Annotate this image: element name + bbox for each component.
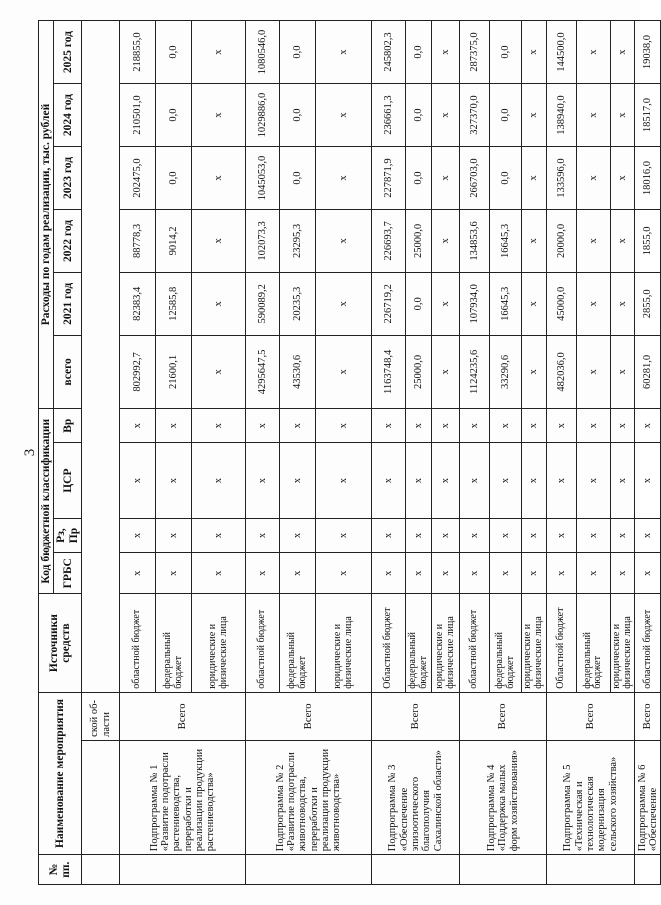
cell-source: областной бюджет [460, 594, 490, 692]
cell-subprogram-name: Подпрограмма № 4 «Поддержка малых форм хозяйствования» [460, 740, 547, 854]
cell-y2023: 1045053,0 [246, 147, 280, 210]
cell-csr: х [460, 443, 490, 519]
cell-empty [460, 855, 547, 885]
header-row-1 [39, 21, 54, 885]
cell-rzpr: х [372, 518, 406, 552]
cell-empty [82, 855, 120, 885]
cell-y2024: 236661,3 [372, 84, 406, 147]
header-name: Наименование мероприятия [39, 692, 82, 854]
cell-y2025: 0,0 [280, 21, 316, 84]
header-budget-code: Код бюджетной классификации [39, 409, 54, 594]
cell-total: 4295647,5 [246, 335, 280, 408]
header-total: всего [54, 335, 82, 408]
cell-vr: х [316, 409, 372, 443]
cell-empty [120, 855, 246, 885]
cell-total-label: Всего [546, 692, 635, 740]
cell-total: 43530,6 [280, 335, 316, 408]
cell-total-label: Всего [246, 692, 372, 740]
cell-vr: х [120, 409, 156, 443]
cell-subprogram-name: Подпрограмма № 3 «Обеспечение эпизоотического благополучия Сахалинской области» [372, 740, 460, 854]
cell-y2023: 227871,9 [372, 147, 406, 210]
cell-carryover: ской об-ласти [82, 692, 120, 740]
cell-y2021: 20235,3 [280, 272, 316, 335]
cell-y2024: х [316, 84, 372, 147]
cell-y2021: 590089,2 [246, 272, 280, 335]
cell-total: х [432, 335, 460, 408]
cell-vr: х [156, 409, 192, 443]
cell-y2025: 0,0 [406, 21, 432, 84]
cell-vr: х [610, 409, 635, 443]
cell-source: юридические и физические лица [316, 594, 372, 692]
header-no: № пп. [39, 855, 82, 885]
cell-total-label: Всего [635, 692, 661, 740]
cell-y2025: х [432, 21, 460, 84]
cell-csr: х [635, 443, 661, 519]
cell-y2024: х [576, 84, 610, 147]
table-row [635, 21, 661, 885]
cell-total: 25000,0 [406, 335, 432, 408]
cell-y2023: 0,0 [406, 147, 432, 210]
cell-source: федеральный бюджет [406, 594, 432, 692]
cell-rzpr: х [406, 518, 432, 552]
cell-rzpr: х [610, 518, 635, 552]
cell-y2023: х [192, 147, 246, 210]
cell-y2025: х [522, 21, 547, 84]
cell-y2022: 88778,3 [120, 209, 156, 272]
cell-y2022: 25000,0 [406, 209, 432, 272]
cell-y2021: х [522, 272, 547, 335]
cell-empty [372, 855, 460, 885]
cell-total-label: Всего [460, 692, 547, 740]
cell-csr: х [490, 443, 522, 519]
header-grbs: ГРБС [54, 553, 82, 594]
cell-y2024: 0,0 [280, 84, 316, 147]
header-expenses: Расходы по годам реализации, тыс. рублей [39, 21, 54, 409]
cell-source: юридические и физические лица [192, 594, 246, 692]
cell-y2021: 45000,0 [546, 272, 576, 335]
cell-vr: х [522, 409, 547, 443]
cell-total: х [576, 335, 610, 408]
cell-y2022: 1855,0 [635, 209, 661, 272]
header-csr: ЦСР [54, 443, 82, 519]
cell-empty [546, 855, 635, 885]
cell-source: федеральный бюджет [156, 594, 192, 692]
cell-empty [82, 740, 120, 854]
cell-y2024: х [610, 84, 635, 147]
cell-rzpr: х [246, 518, 280, 552]
cell-total: 1163748,4 [372, 335, 406, 408]
cell-y2023: х [522, 147, 547, 210]
cell-csr: х [432, 443, 460, 519]
cell-empty [82, 21, 120, 693]
cell-y2025: 0,0 [490, 21, 522, 84]
cell-y2024: 138940,0 [546, 84, 576, 147]
cell-grbs: х [120, 553, 156, 594]
program-rows [120, 21, 661, 885]
cell-rzpr: х [546, 518, 576, 552]
cell-total: х [316, 335, 372, 408]
cell-y2022: 226693,7 [372, 209, 406, 272]
page-number: 3 [22, 448, 38, 457]
cell-source: Областной бюджет [546, 594, 576, 692]
cell-csr: х [610, 443, 635, 519]
cell-y2022: 20000,0 [546, 209, 576, 272]
cell-csr: х [120, 443, 156, 519]
cell-y2021: 12585,8 [156, 272, 192, 335]
cell-subprogram-name: Подпрограмма № 2 «Развитие подотрасли животноводства, переработки и реализации продукции животноводства» [246, 740, 372, 854]
cell-source: федеральный бюджет [490, 594, 522, 692]
cell-total: 482036,0 [546, 335, 576, 408]
cell-y2023: 266703,0 [460, 147, 490, 210]
cell-vr: х [635, 409, 661, 443]
cell-y2021: 82383,4 [120, 272, 156, 335]
cell-y2023: х [316, 147, 372, 210]
cell-y2021: х [316, 272, 372, 335]
cell-vr: х [576, 409, 610, 443]
cell-y2025: 287375,0 [460, 21, 490, 84]
cell-rzpr: х [120, 518, 156, 552]
cell-empty [635, 855, 661, 885]
cell-total: х [610, 335, 635, 408]
cell-vr: х [372, 409, 406, 443]
header-y2023: 2023 год [54, 147, 82, 210]
cell-source: юридические и физические лица [610, 594, 635, 692]
cell-csr: х [156, 443, 192, 519]
header-y2022: 2022 год [54, 209, 82, 272]
cell-y2024: х [192, 84, 246, 147]
cell-csr: х [316, 443, 372, 519]
cell-y2023: 0,0 [156, 147, 192, 210]
cell-source: юридические и физические лица [432, 594, 460, 692]
cell-y2024: 327370,0 [460, 84, 490, 147]
cell-csr: х [406, 443, 432, 519]
cell-csr: х [280, 443, 316, 519]
cell-y2025: х [610, 21, 635, 84]
cell-rzpr: х [460, 518, 490, 552]
cell-csr: х [192, 443, 246, 519]
cell-grbs: х [156, 553, 192, 594]
cell-y2022: 9014,2 [156, 209, 192, 272]
cell-empty [246, 855, 372, 885]
cell-grbs: х [192, 553, 246, 594]
cell-y2022: х [576, 209, 610, 272]
header-y2024: 2024 год [54, 84, 82, 147]
cell-y2024: 0,0 [406, 84, 432, 147]
cell-y2023: 18016,0 [635, 147, 661, 210]
header-rzpr: Рз, Пр [54, 518, 82, 552]
cell-y2025: 1080546,0 [246, 21, 280, 84]
cell-subprogram-name: Подпрограмма № 1 «Развитие подотрасли растениеводства, переработки и реализации продукции растениеводства» [120, 740, 246, 854]
cell-y2021: х [192, 272, 246, 335]
cell-rzpr: х [490, 518, 522, 552]
table-row [372, 21, 406, 885]
cell-rzpr: х [156, 518, 192, 552]
cell-y2024: 210501,0 [120, 84, 156, 147]
cell-grbs: х [576, 553, 610, 594]
cell-vr: х [246, 409, 280, 443]
cell-y2022: 102073,3 [246, 209, 280, 272]
table-row [120, 21, 156, 885]
cell-vr: х [490, 409, 522, 443]
cell-y2021: 16645,3 [490, 272, 522, 335]
cell-y2023: х [576, 147, 610, 210]
cell-y2022: х [316, 209, 372, 272]
cell-source: юридические и физические лица [522, 594, 547, 692]
rotated-page-content [18, 20, 659, 885]
cell-source: областной бюджет [120, 594, 156, 692]
header-y2025: 2025 год [54, 21, 82, 84]
cell-y2025: х [576, 21, 610, 84]
cell-grbs: х [610, 553, 635, 594]
cell-vr: х [460, 409, 490, 443]
cell-y2022: х [192, 209, 246, 272]
cell-y2022: х [522, 209, 547, 272]
cell-total: 1124235,6 [460, 335, 490, 408]
cell-y2021: 0,0 [406, 272, 432, 335]
cell-source: Областной бюджет [372, 594, 406, 692]
header-sources: Источники средств [39, 594, 82, 692]
cell-y2025: 144500,0 [546, 21, 576, 84]
cell-y2025: 245802,3 [372, 21, 406, 84]
cell-grbs: х [522, 553, 547, 594]
cell-grbs: х [460, 553, 490, 594]
cell-grbs: х [406, 553, 432, 594]
header-y2021: 2021 год [54, 272, 82, 335]
cell-source: федеральный бюджет [576, 594, 610, 692]
budget-table [38, 20, 661, 885]
cell-total: 60281,0 [635, 335, 661, 408]
cell-y2025: 0,0 [156, 21, 192, 84]
cell-y2021: х [432, 272, 460, 335]
cell-grbs: х [316, 553, 372, 594]
cell-y2024: х [522, 84, 547, 147]
table-row-carryover [82, 21, 120, 885]
cell-y2024: 0,0 [490, 84, 522, 147]
cell-y2023: х [610, 147, 635, 210]
cell-y2025: х [316, 21, 372, 84]
cell-grbs: х [280, 553, 316, 594]
cell-y2023: 0,0 [280, 147, 316, 210]
cell-csr: х [246, 443, 280, 519]
cell-source: областной бюджет [635, 594, 661, 692]
cell-csr: х [546, 443, 576, 519]
cell-csr: х [576, 443, 610, 519]
cell-y2023: 0,0 [490, 147, 522, 210]
cell-y2022: х [610, 209, 635, 272]
cell-grbs: х [635, 553, 661, 594]
cell-y2024: 1029886,0 [246, 84, 280, 147]
cell-rzpr: х [280, 518, 316, 552]
cell-csr: х [372, 443, 406, 519]
cell-total-label: Всего [372, 692, 460, 740]
cell-grbs: х [546, 553, 576, 594]
cell-y2022: х [432, 209, 460, 272]
cell-total: х [522, 335, 547, 408]
cell-rzpr: х [316, 518, 372, 552]
cell-csr: х [522, 443, 547, 519]
cell-rzpr: х [635, 518, 661, 552]
cell-rzpr: х [576, 518, 610, 552]
cell-vr: х [546, 409, 576, 443]
cell-y2022: 16645,3 [490, 209, 522, 272]
cell-vr: х [280, 409, 316, 443]
cell-vr: х [406, 409, 432, 443]
cell-y2021: 226719,2 [372, 272, 406, 335]
cell-vr: х [432, 409, 460, 443]
cell-y2021: 107934,0 [460, 272, 490, 335]
cell-grbs: х [246, 553, 280, 594]
cell-rzpr: х [192, 518, 246, 552]
cell-grbs: х [432, 553, 460, 594]
cell-y2025: 19038,0 [635, 21, 661, 84]
table-row [546, 21, 576, 885]
cell-total: х [192, 335, 246, 408]
cell-y2022: 134853,6 [460, 209, 490, 272]
cell-subprogram-name: Подпрограмма № 6 «Обеспечение [635, 740, 661, 854]
cell-y2023: 202475,0 [120, 147, 156, 210]
cell-source: областной бюджет [246, 594, 280, 692]
cell-total: 21600,1 [156, 335, 192, 408]
cell-y2021: х [576, 272, 610, 335]
header-vr: Вр [54, 409, 82, 443]
cell-y2021: х [610, 272, 635, 335]
cell-rzpr: х [432, 518, 460, 552]
table-row [460, 21, 490, 885]
cell-y2024: х [432, 84, 460, 147]
cell-y2024: 0,0 [156, 84, 192, 147]
cell-y2025: х [192, 21, 246, 84]
cell-vr: х [192, 409, 246, 443]
cell-grbs: х [490, 553, 522, 594]
cell-total: 802992,7 [120, 335, 156, 408]
cell-source: федеральный бюджет [280, 594, 316, 692]
cell-y2024: 18517,0 [635, 84, 661, 147]
cell-y2022: 23295,3 [280, 209, 316, 272]
cell-subprogram-name: Подпрограмма № 5 «Техническая и технологическая модернизация сельского хозяйства» [546, 740, 635, 854]
cell-grbs: х [372, 553, 406, 594]
cell-total: 33290,6 [490, 335, 522, 408]
cell-y2023: х [432, 147, 460, 210]
table-row [246, 21, 280, 885]
cell-rzpr: х [522, 518, 547, 552]
cell-y2021: 2855,0 [635, 272, 661, 335]
cell-y2023: 133596,0 [546, 147, 576, 210]
cell-y2025: 218855,0 [120, 21, 156, 84]
cell-total-label: Всего [120, 692, 246, 740]
